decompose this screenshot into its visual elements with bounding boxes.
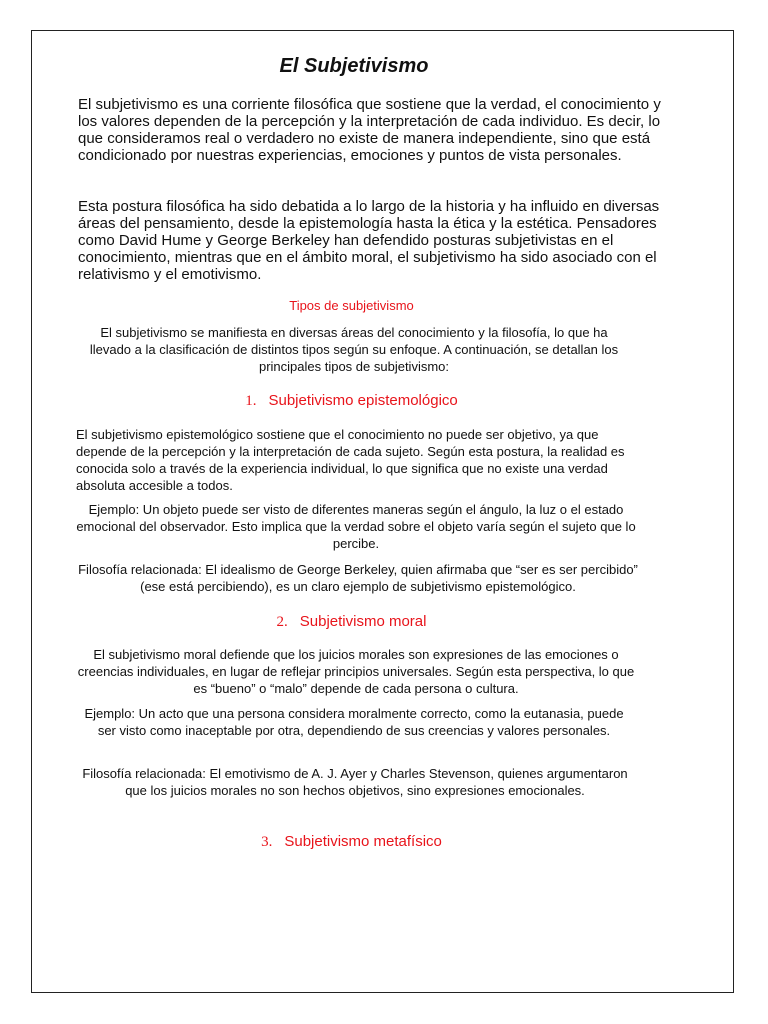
document-title: El Subjetivismo: [279, 55, 429, 77]
intro-paragraph: El subjetivismo es una corriente filosófica que sostiene que la verdad, el conocimiento y los valores dependen de la percepción y la interpretación de cada individuo. Es decir, lo que consideramos real o verdadero no existe de manera independiente, sino que está condicionado por nuestras experiencias, emociones y puntos de vista personales.: [78, 96, 661, 164]
section-heading-moral: [0, 613, 703, 631]
types-heading: Tipos de subjetivismo: [289, 298, 414, 313]
section-number: 3.: [261, 834, 273, 850]
example-paragraph: Ejemplo: Un acto que una persona considera moralmente correcto, como la eutanasia, puede ser visto como inaceptable por otra, dependiendo de sus creencias y valores personales.: [84, 706, 624, 738]
example-paragraph: Ejemplo: Un objeto puede ser visto de diferentes maneras según el ángulo, la luz o el estado emocional del observador. Esto implica que la verdad sobre el objeto varía según el sujeto que lo percibe.: [76, 502, 636, 551]
section-paragraph: El subjetivismo moral defiende que los juicios morales son expresiones de las emociones o creencias individuales, en lugar de reflejar principios universales. Según esta perspectiva, lo que es “bueno” o “malo” depende de cada persona o cultura.: [77, 647, 635, 696]
section-title: Subjetivismo metafísico: [284, 833, 442, 850]
types-intro-paragraph: El subjetivismo se manifiesta en diversas áreas del conocimiento y la filosofía, lo que ha llevado a la clasificación de distintos tipos según su enfoque. A continuación, se detallan los principales tipos de subjetivismo:: [89, 325, 619, 374]
section-number: 1.: [245, 393, 257, 409]
section-paragraph: El subjetivismo epistemológico sostiene que el conocimiento no puede ser objetivo, ya que depende de la percepción y la interpretación de cada sujeto. Según esta postura, la realidad es conocida solo a través de la experiencia individual, lo que significa que no existe una verdad absoluta accesible a todos.: [76, 427, 625, 493]
related-philosophy-paragraph: Filosofía relacionada: El emotivismo de A. J. Ayer y Charles Stevenson, quienes argumentaron que los juicios morales no son hechos objetivos, sino expresiones emocionales.: [82, 766, 628, 798]
intro-paragraph: Esta postura filosófica ha sido debatida a lo largo de la historia y ha influido en diversas áreas del pensamiento, desde la epistemología hasta la ética y la estética. Pensadores como David Hume y George Berkeley han defendido posturas subjetivistas en el conocimiento, mientras que en el ámbito moral, el subjetivismo ha sido asociado con el relativismo y el emotivismo.: [78, 198, 660, 283]
related-philosophy-paragraph: Filosofía relacionada: El idealismo de George Berkeley, quien afirmaba que “ser es ser percibido” (ese está percibiendo), es un claro ejemplo de subjetivismo epistemológico.: [78, 562, 638, 594]
section-heading-metafisico: [0, 833, 703, 851]
section-title: Subjetivismo epistemológico: [268, 392, 458, 409]
section-heading-epistemologico: [0, 392, 703, 410]
section-title: Subjetivismo moral: [299, 613, 427, 630]
section-number: 2.: [276, 614, 288, 630]
